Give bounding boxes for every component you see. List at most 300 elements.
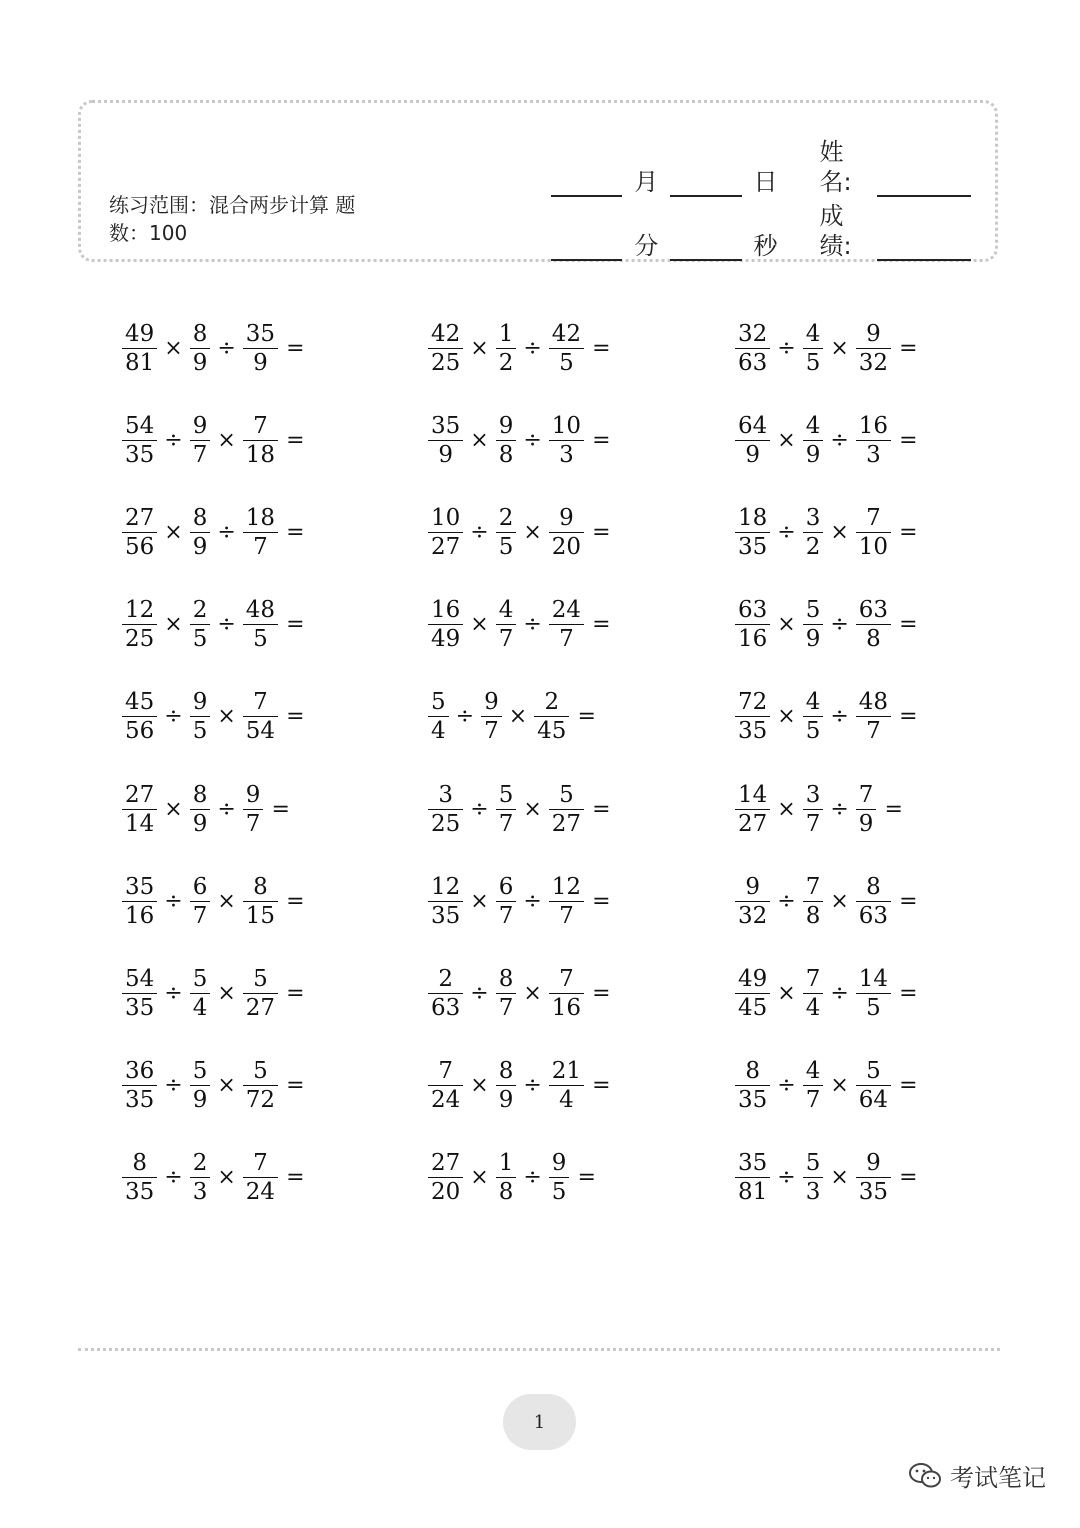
problem-item	[120, 313, 305, 383]
equals-sign: =	[286, 1073, 305, 1099]
problem-item	[120, 497, 305, 567]
operator: ÷	[164, 980, 183, 1006]
denominator: 7	[498, 994, 514, 1021]
numerator: 8	[192, 781, 208, 808]
equals-sign: =	[592, 980, 611, 1006]
denominator: 72	[245, 1087, 276, 1114]
name-blank[interactable]	[877, 169, 971, 197]
operator: ×	[777, 704, 796, 730]
minute-label: 分	[634, 232, 659, 260]
operator: ÷	[830, 427, 849, 453]
numerator: 16	[431, 597, 461, 624]
numerator: 35	[738, 1150, 768, 1177]
numerator: 7	[253, 412, 268, 439]
problem-item	[120, 590, 305, 660]
denominator: 7	[805, 810, 821, 837]
problem-item	[733, 774, 903, 844]
operator: ÷	[523, 1165, 542, 1191]
equals-sign: =	[899, 519, 918, 545]
fraction	[735, 412, 770, 469]
numerator: 4	[805, 1058, 821, 1085]
numerator: 4	[805, 412, 821, 439]
denominator: 15	[245, 902, 276, 929]
problem-item	[120, 866, 305, 936]
numerator: 7	[253, 689, 268, 716]
operator: ÷	[470, 980, 489, 1006]
equals-sign: =	[286, 519, 305, 545]
problem-item	[426, 405, 611, 475]
operator: ÷	[523, 427, 542, 453]
numerator: 64	[738, 412, 768, 439]
operator: ÷	[777, 888, 796, 914]
practice-range	[109, 191, 409, 247]
denominator: 35	[738, 533, 768, 560]
fraction	[428, 1057, 463, 1114]
fraction	[243, 965, 278, 1022]
operator: ×	[830, 1165, 849, 1191]
equals-sign: =	[899, 612, 918, 638]
denominator: 9	[805, 441, 821, 468]
numerator: 27	[125, 504, 155, 531]
operator: ×	[217, 1165, 236, 1191]
fraction	[190, 688, 211, 745]
numerator: 8	[192, 504, 208, 531]
numerator: 7	[559, 965, 574, 992]
operator: ÷	[164, 888, 183, 914]
numerator: 10	[431, 504, 461, 531]
denominator: 25	[431, 810, 461, 837]
numerator: 7	[866, 504, 881, 531]
numerator: 21	[551, 1058, 582, 1085]
equals-sign: =	[899, 335, 918, 361]
operator: ×	[164, 612, 183, 638]
denominator: 7	[253, 533, 268, 560]
operator: ÷	[217, 796, 236, 822]
fraction	[803, 781, 824, 838]
fraction	[549, 965, 584, 1022]
problem-item	[120, 405, 305, 475]
operator: ÷	[777, 1073, 796, 1099]
denominator: 10	[858, 533, 889, 560]
range-line-1: 练习范围：混合两步计算 题	[109, 193, 356, 217]
fraction	[243, 873, 278, 930]
fraction	[803, 320, 824, 377]
numerator: 7	[253, 1150, 268, 1177]
denominator: 27	[245, 994, 276, 1021]
operator: ×	[523, 980, 542, 1006]
fraction	[243, 1057, 278, 1114]
denominator: 35	[125, 1087, 155, 1114]
denominator: 14	[125, 810, 155, 837]
operator: ×	[217, 888, 236, 914]
fraction	[428, 1149, 463, 1206]
numerator: 4	[805, 320, 821, 347]
fraction	[190, 965, 211, 1022]
denominator: 7	[559, 902, 574, 929]
operator: ×	[523, 519, 542, 545]
fraction	[856, 688, 891, 745]
denominator: 18	[245, 441, 276, 468]
problem-item	[426, 1143, 596, 1213]
operator: ÷	[455, 704, 475, 730]
range-line-2: 数：100	[109, 221, 188, 245]
numerator: 8	[866, 873, 881, 900]
denominator: 25	[431, 349, 461, 376]
operator: ×	[470, 427, 489, 453]
operator: ×	[217, 980, 236, 1006]
fraction	[856, 1057, 891, 1114]
fraction	[803, 965, 824, 1022]
date-name-row	[551, 137, 971, 197]
problem-item	[733, 1051, 918, 1121]
denominator: 20	[551, 533, 582, 560]
numerator: 9	[559, 504, 574, 531]
fraction	[428, 873, 463, 930]
denominator: 16	[551, 994, 582, 1021]
equals-sign: =	[899, 888, 918, 914]
numerator: 45	[125, 689, 155, 716]
operator: ÷	[777, 1165, 796, 1191]
second-label: 秒	[753, 232, 778, 260]
operator: ×	[164, 335, 183, 361]
operator: ÷	[164, 704, 183, 730]
denominator: 9	[805, 626, 821, 653]
denominator: 27	[431, 533, 461, 560]
fraction	[496, 504, 517, 561]
fraction	[190, 873, 211, 930]
denominator: 5	[498, 533, 514, 560]
denominator: 5	[805, 718, 821, 745]
denominator: 8	[498, 1179, 514, 1206]
equals-sign: =	[899, 1073, 918, 1099]
denominator: 35	[125, 1179, 155, 1206]
numerator: 27	[125, 781, 155, 808]
numerator: 27	[431, 1150, 461, 1177]
operator: ×	[830, 888, 849, 914]
denominator: 45	[537, 718, 567, 745]
denominator: 7	[245, 810, 261, 837]
fraction	[549, 1057, 584, 1114]
denominator: 20	[431, 1179, 461, 1206]
numerator: 1	[498, 320, 514, 347]
denominator: 2	[805, 533, 821, 560]
operator: ÷	[830, 980, 849, 1006]
operator: ÷	[164, 427, 183, 453]
operator: ÷	[830, 704, 849, 730]
numerator: 7	[805, 965, 821, 992]
fraction	[496, 1149, 517, 1206]
problem-item	[120, 1143, 305, 1213]
denominator: 9	[192, 810, 208, 837]
numerator: 2	[544, 689, 560, 716]
fraction	[856, 965, 891, 1022]
fraction	[856, 412, 891, 469]
fraction	[496, 412, 517, 469]
fraction	[428, 504, 463, 561]
operator: ÷	[777, 519, 796, 545]
fraction	[803, 504, 824, 561]
fraction	[122, 1149, 157, 1206]
numerator: 12	[125, 597, 155, 624]
fraction	[428, 781, 463, 838]
denominator: 32	[858, 349, 889, 376]
denominator: 35	[431, 902, 461, 929]
denominator: 5	[866, 994, 881, 1021]
denominator: 5	[805, 349, 821, 376]
fraction	[190, 1057, 211, 1114]
numerator: 16	[858, 412, 889, 439]
denominator: 4	[805, 994, 821, 1021]
equals-sign: =	[286, 427, 305, 453]
fraction	[856, 320, 891, 377]
numerator: 49	[125, 320, 155, 347]
denominator: 7	[559, 626, 574, 653]
fraction	[428, 965, 463, 1022]
fraction	[803, 873, 824, 930]
operator: ×	[164, 796, 183, 822]
fraction	[122, 873, 157, 930]
numerator: 2	[192, 597, 208, 624]
fraction	[481, 688, 502, 745]
fraction	[549, 412, 584, 469]
fraction	[428, 688, 449, 745]
problem-item	[733, 405, 918, 475]
numerator: 36	[125, 1058, 155, 1085]
fraction	[122, 596, 157, 653]
operator: ÷	[830, 796, 849, 822]
numerator: 7	[438, 1058, 453, 1085]
minute-blank[interactable]	[551, 233, 622, 261]
operator: ×	[470, 1073, 489, 1099]
fraction	[496, 965, 517, 1022]
denominator: 4	[431, 718, 446, 745]
month-label: 月	[634, 168, 659, 196]
header-box	[78, 100, 998, 262]
problem-item	[733, 1143, 918, 1213]
operator: ÷	[523, 888, 542, 914]
denominator: 56	[125, 718, 155, 745]
numerator: 14	[858, 965, 889, 992]
numerator: 12	[431, 873, 461, 900]
denominator: 9	[192, 533, 208, 560]
fraction	[803, 688, 824, 745]
denominator: 8	[498, 441, 514, 468]
problem-item	[733, 590, 918, 660]
operator: ×	[470, 612, 489, 638]
operator: ×	[777, 612, 796, 638]
operator: ÷	[217, 519, 236, 545]
fraction	[549, 781, 584, 838]
numerator: 9	[866, 1150, 881, 1177]
operator: ÷	[470, 796, 489, 822]
numerator: 9	[192, 689, 208, 716]
numerator: 5	[498, 781, 514, 808]
fraction	[735, 596, 770, 653]
denominator: 7	[484, 718, 499, 745]
denominator: 24	[431, 1087, 461, 1114]
numerator: 18	[738, 504, 768, 531]
numerator: 9	[551, 1150, 567, 1177]
numerator: 5	[192, 1058, 208, 1085]
numerator: 4	[805, 689, 821, 716]
fraction	[122, 320, 157, 377]
numerator: 5	[559, 781, 574, 808]
equals-sign: =	[899, 1165, 918, 1191]
operator: ÷	[523, 1073, 542, 1099]
equals-sign: =	[592, 427, 611, 453]
numerator: 5	[253, 965, 268, 992]
fraction	[856, 596, 891, 653]
denominator: 9	[745, 441, 760, 468]
numerator: 48	[245, 597, 276, 624]
problem-item	[733, 958, 918, 1028]
fraction	[549, 596, 584, 653]
numerator: 8	[192, 320, 208, 347]
time-score-row	[551, 201, 971, 261]
numerator: 49	[738, 965, 768, 992]
month-blank[interactable]	[551, 169, 622, 197]
fraction	[549, 873, 584, 930]
fraction	[803, 1057, 824, 1114]
denominator: 24	[245, 1179, 276, 1206]
denominator: 3	[866, 441, 881, 468]
denominator: 7	[866, 718, 881, 745]
fraction	[122, 965, 157, 1022]
problem-item	[120, 774, 290, 844]
numerator: 5	[192, 965, 208, 992]
fraction	[549, 504, 584, 561]
equals-sign: =	[899, 980, 918, 1006]
fraction	[190, 596, 211, 653]
equals-sign: =	[592, 335, 611, 361]
denominator: 4	[559, 1087, 574, 1114]
denominator: 63	[738, 349, 768, 376]
problem-item	[733, 497, 918, 567]
second-blank[interactable]	[670, 233, 741, 261]
score-blank[interactable]	[877, 233, 971, 261]
numerator: 5	[805, 597, 821, 624]
name-label: 姓名:	[819, 138, 852, 196]
numerator: 2	[438, 965, 453, 992]
denominator: 5	[192, 718, 208, 745]
problem-item	[426, 590, 611, 660]
fraction	[803, 412, 824, 469]
equals-sign: =	[286, 704, 305, 730]
wechat-icon	[908, 1462, 942, 1490]
numerator: 42	[551, 320, 582, 347]
denominator: 9	[192, 349, 208, 376]
denominator: 7	[498, 810, 514, 837]
operator: ×	[164, 519, 183, 545]
fraction	[122, 1057, 157, 1114]
denominator: 35	[738, 718, 768, 745]
watermark	[908, 1458, 1046, 1493]
fraction	[243, 1149, 278, 1206]
numerator: 8	[745, 1058, 760, 1085]
operator: ×	[470, 888, 489, 914]
denominator: 81	[125, 349, 155, 376]
numerator: 35	[125, 873, 155, 900]
problem-item	[120, 1051, 305, 1121]
denominator: 7	[498, 902, 514, 929]
denominator: 35	[125, 994, 155, 1021]
denominator: 8	[805, 902, 821, 929]
operator: ×	[470, 335, 489, 361]
denominator: 56	[125, 533, 155, 560]
fraction	[190, 781, 211, 838]
fraction	[243, 504, 278, 561]
numerator: 14	[738, 781, 768, 808]
fraction	[243, 412, 278, 469]
denominator: 9	[253, 349, 268, 376]
denominator: 7	[192, 441, 208, 468]
fraction	[190, 1149, 211, 1206]
denominator: 9	[438, 441, 453, 468]
numerator: 35	[245, 320, 276, 347]
denominator: 3	[805, 1179, 821, 1206]
day-blank[interactable]	[670, 169, 741, 197]
denominator: 27	[551, 810, 582, 837]
numerator: 35	[431, 412, 461, 439]
equals-sign: =	[899, 704, 918, 730]
numerator: 5	[431, 689, 446, 716]
fraction	[856, 873, 891, 930]
fraction	[856, 781, 877, 838]
numerator: 8	[498, 965, 514, 992]
numerator: 54	[125, 412, 155, 439]
fraction	[122, 504, 157, 561]
page-number-text: 1	[533, 1411, 546, 1433]
numerator: 5	[805, 1150, 821, 1177]
denominator: 81	[738, 1179, 768, 1206]
operator: ×	[470, 1165, 489, 1191]
fraction	[243, 781, 264, 838]
operator: ×	[777, 427, 796, 453]
numerator: 3	[438, 781, 453, 808]
problem-item	[426, 682, 596, 752]
denominator: 32	[738, 902, 768, 929]
denominator: 16	[125, 902, 155, 929]
fraction	[122, 412, 157, 469]
numerator: 3	[805, 781, 821, 808]
fraction	[735, 1149, 770, 1206]
operator: ×	[508, 704, 528, 730]
numerator: 9	[245, 781, 261, 808]
numerator: 54	[125, 965, 155, 992]
footer-divider	[78, 1348, 1000, 1351]
numerator: 9	[866, 320, 881, 347]
fraction	[496, 1057, 517, 1114]
problem-item	[120, 682, 305, 752]
numerator: 8	[132, 1150, 147, 1177]
denominator: 4	[192, 994, 208, 1021]
problem-item	[733, 313, 918, 383]
denominator: 3	[192, 1179, 208, 1206]
operator: ÷	[164, 1165, 183, 1191]
fraction	[856, 1149, 891, 1206]
operator: ×	[523, 796, 542, 822]
problem-item	[733, 682, 918, 752]
fraction	[735, 688, 770, 745]
numerator: 32	[738, 320, 768, 347]
denominator: 5	[253, 626, 268, 653]
fraction	[428, 320, 463, 377]
denominator: 7	[498, 626, 514, 653]
numerator: 4	[498, 597, 514, 624]
score-label: 成绩:	[819, 202, 852, 260]
numerator: 9	[484, 689, 499, 716]
denominator: 9	[192, 1087, 208, 1114]
